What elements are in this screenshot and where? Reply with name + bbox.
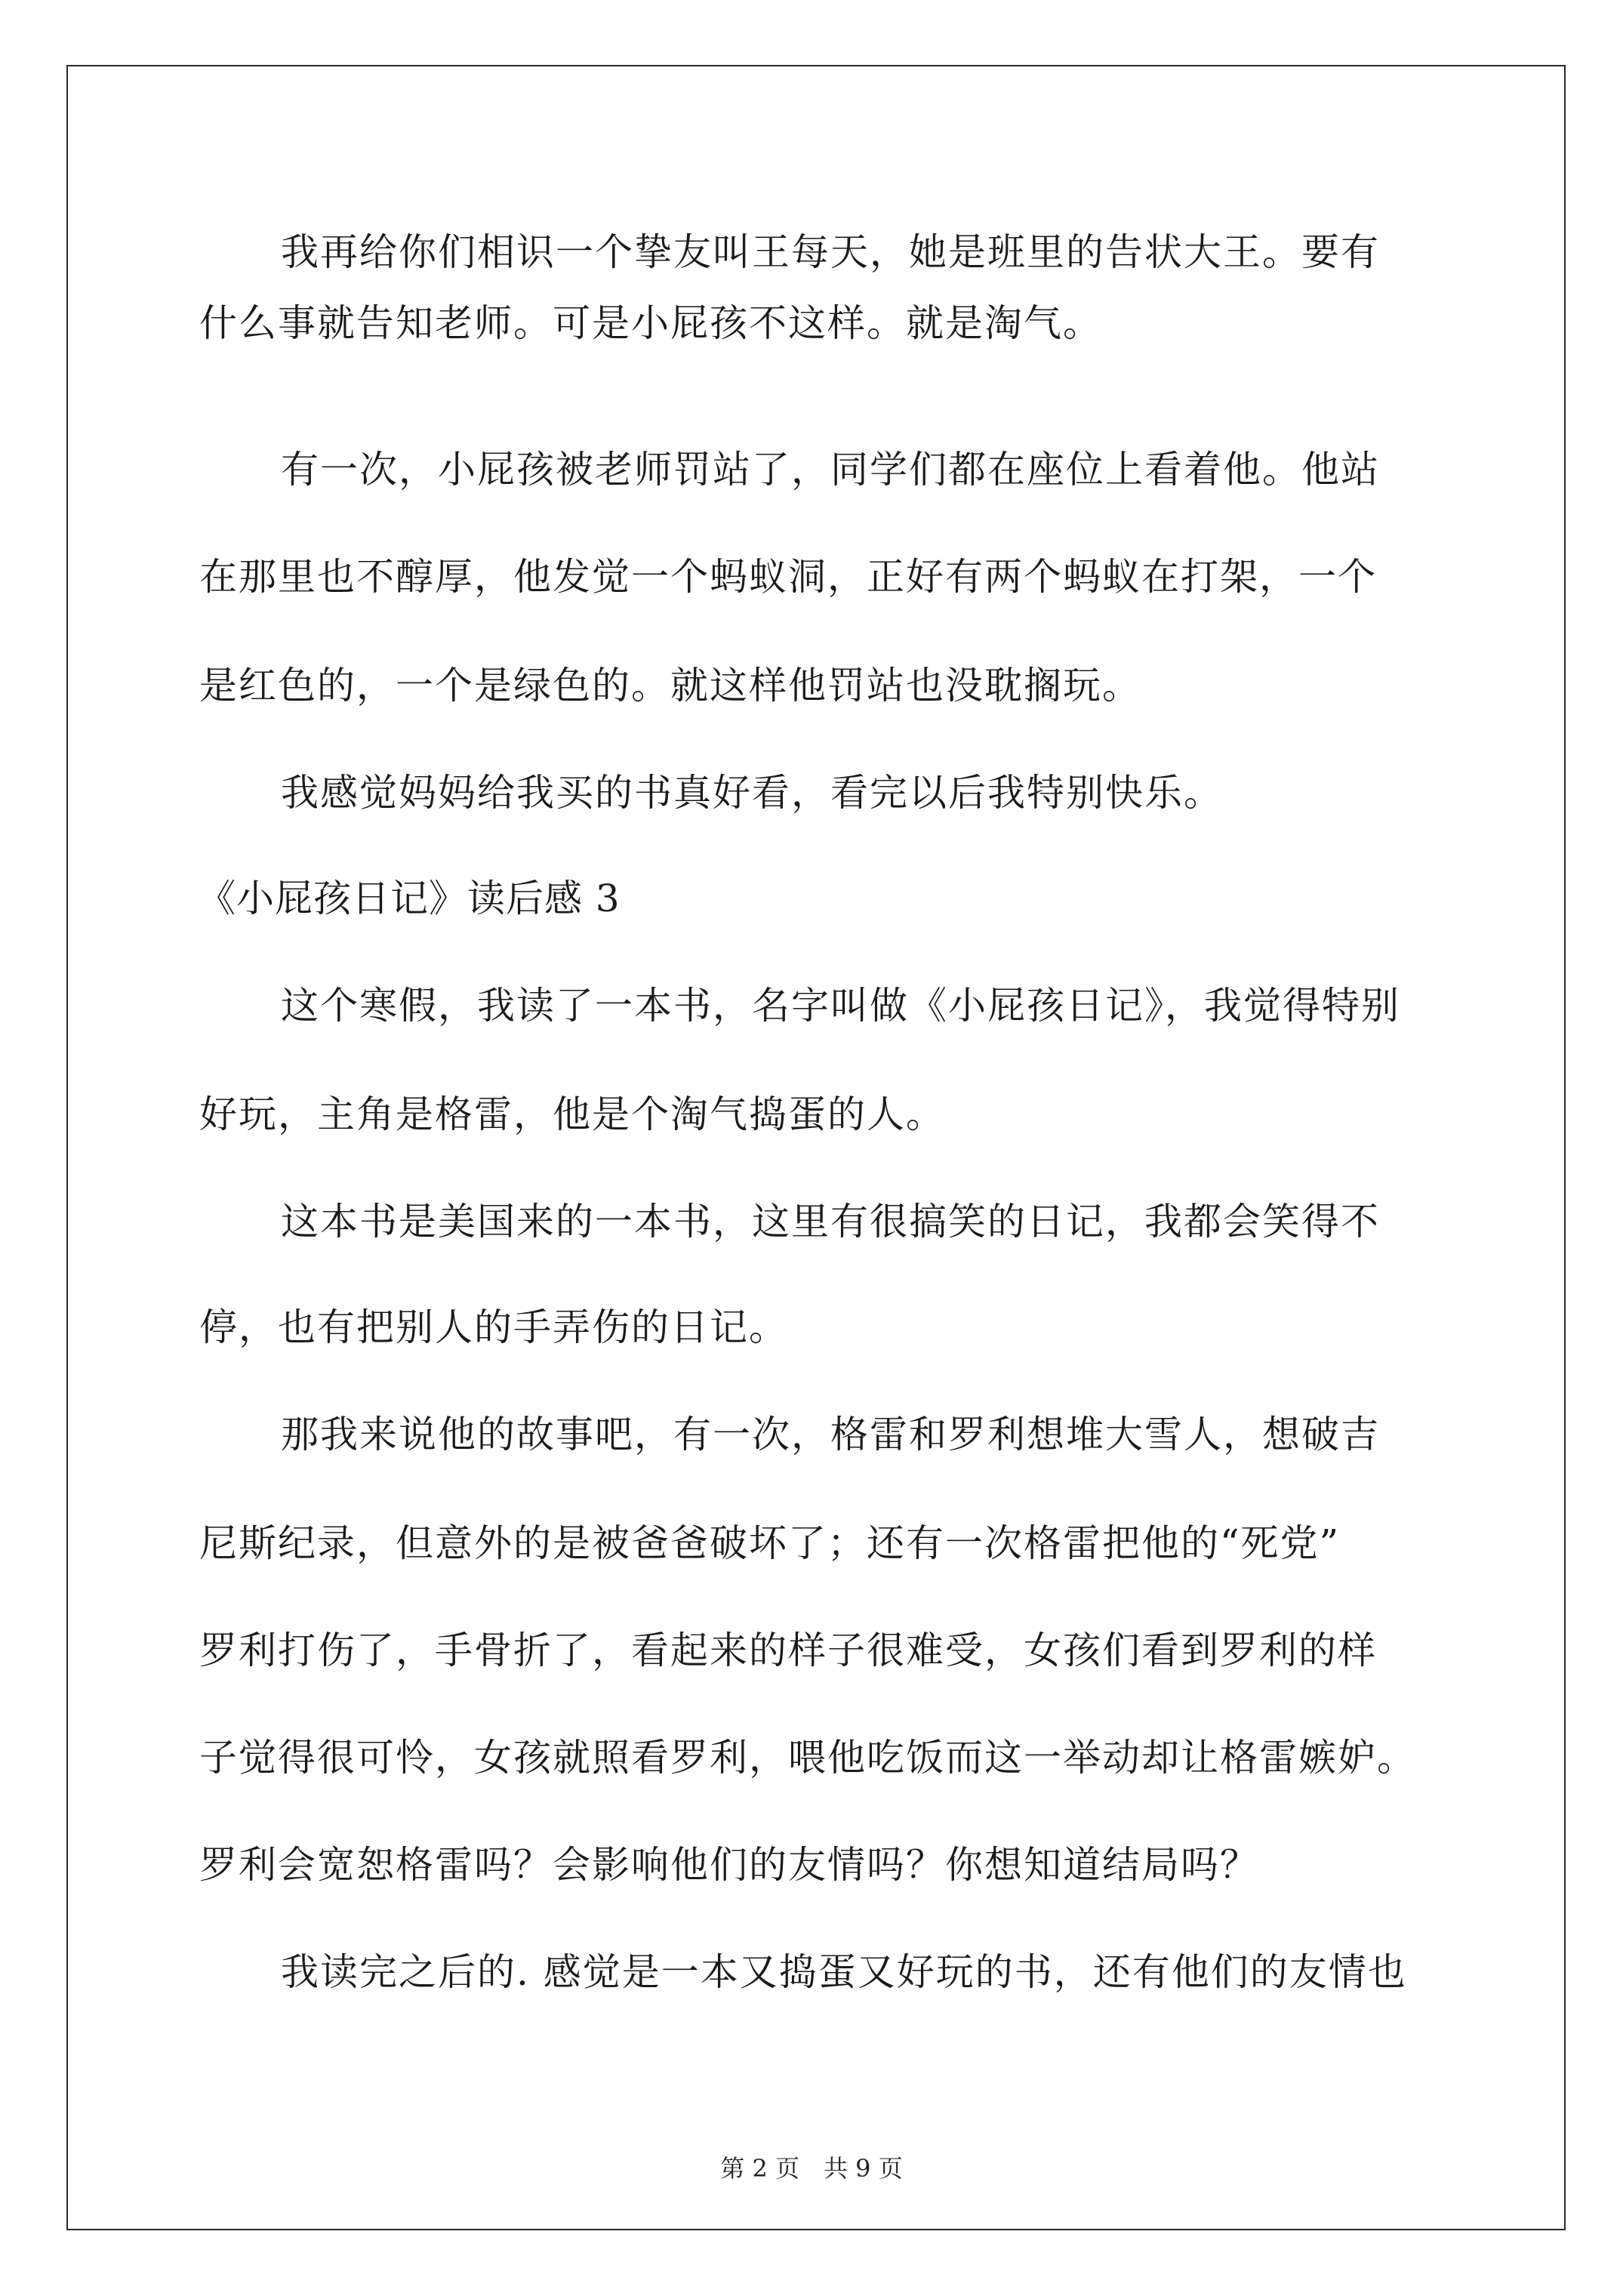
text-line: 好玩，主角是格雷，他是个淘气捣蛋的人。 xyxy=(199,1093,945,1136)
text-line: 子觉得很可怜，女孩就照看罗利，喂他吃饭而这一举动却让格雷嫉妒。 xyxy=(199,1736,1416,1780)
text-line: 这个寒假，我读了一本书，名字叫做《小屁孩日记》，我觉得特别 xyxy=(281,984,1400,1028)
text-line: 我感觉妈妈给我买的书真好看，看完以后我特别快乐。 xyxy=(281,771,1223,815)
text-line: 有一次，小屁孩被老师罚站了，同学们都在座位上看着他。他站 xyxy=(281,448,1380,492)
text-line: 这本书是美国来的一本书，这里有很搞笑的日记，我都会笑得不 xyxy=(281,1200,1380,1244)
page-border xyxy=(66,65,1566,2230)
text-line: 罗利会宽恕格雷吗？会影响他们的友情吗？你想知道结局吗？ xyxy=(199,1843,1259,1887)
text-line: 是红色的，一个是绿色的。就这样他罚站也没耽搁玩。 xyxy=(199,664,1141,707)
section-heading: 《小屁孩日记》读后感 3 xyxy=(198,877,621,920)
page-number-footer: 第 2 页 共 9 页 xyxy=(720,2154,903,2183)
text-line: 在那里也不醇厚，他发觉一个蚂蚁洞，正好有两个蚂蚁在打架，一个 xyxy=(199,555,1377,599)
text-line: 我读完之后的. 感觉是一本又捣蛋又好玩的书，还有他们的友情也 xyxy=(281,1950,1407,1994)
text-line: 罗利打伤了，手骨折了，看起来的样子很难受，女孩们看到罗利的样 xyxy=(199,1629,1377,1672)
text-line: 停，也有把别人的手弄伤的日记。 xyxy=(199,1305,788,1349)
text-line: 什么事就告知老师。可是小屁孩不这样。就是淘气。 xyxy=(199,301,1102,345)
text-line: 我再给你们相识一个挚友叫王每天，她是班里的告状大王。要有 xyxy=(281,230,1380,274)
text-line: 尼斯纪录，但意外的是被爸爸破坏了；还有一次格雷把他的“死党” xyxy=(199,1521,1341,1565)
text-line: 那我来说他的故事吧，有一次，格雷和罗利想堆大雪人，想破吉 xyxy=(281,1413,1380,1456)
